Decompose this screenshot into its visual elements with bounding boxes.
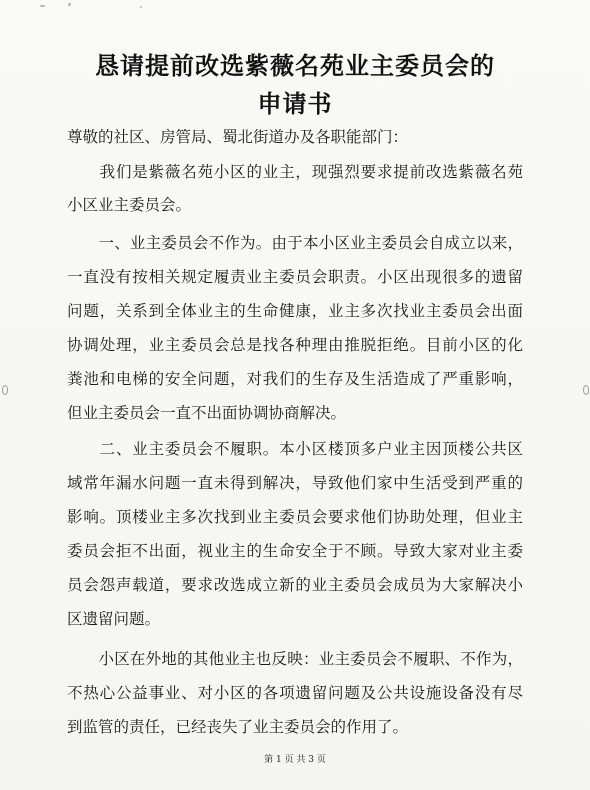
binding-hole-mark bbox=[2, 385, 8, 395]
body-line: 小区业主委员会。 bbox=[67, 196, 192, 214]
document-title-line-1: 恳请提前改选紫薇名苑业主委员会的 bbox=[95, 52, 495, 80]
body-line: 协调处理，业主委员会总是找各种理由推脱拒绝。目前小区的化 bbox=[67, 336, 523, 354]
salutation: 尊敬的社区、房管局、蜀北街道办及各职能部门： bbox=[67, 128, 409, 146]
body-line: 不热心公益事业、对小区的各项遗留问题及公共设施设备没有尽 bbox=[67, 684, 523, 702]
scan-speck bbox=[140, 6, 142, 8]
document-title-line-2: 申请书 bbox=[257, 90, 333, 118]
body-line: 区遗留问题。 bbox=[67, 610, 161, 628]
body-line: 一、业主委员会不作为。由于本小区业主委员会自成立以来， bbox=[67, 234, 523, 252]
body-line: 域常年漏水问题一直未得到解决，导致他们家中生活受到严重的 bbox=[67, 474, 523, 492]
scan-speck bbox=[68, 3, 71, 6]
scan-speck bbox=[40, 5, 45, 7]
body-line: 粪池和电梯的安全问题，对我们的生存及生活造成了严重影响， bbox=[67, 370, 523, 388]
body-line: 问题，关系到全体业主的生命健康，业主多次找业主委员会出面 bbox=[67, 302, 523, 320]
page-footer: 第 1 页 共 3 页 bbox=[264, 755, 326, 765]
body-line: 影响。顶楼业主多次找到业主委员会要求他们协助处理，但业主 bbox=[67, 508, 523, 526]
body-line: 员会怨声载道，要求改选成立新的业主委员会成员为大家解决小 bbox=[67, 576, 523, 594]
body-line: 委员会拒不出面，视业主的生命安全于不顾。导致大家对业主委 bbox=[67, 542, 523, 560]
body-line: 到监管的责任，已经丧失了业主委员会的作用了。 bbox=[67, 718, 409, 736]
body-line: 二、业主委员会不履职。本小区楼顶多户业主因顶楼公共区 bbox=[67, 440, 523, 458]
body-line: 我们是紫薇名苑小区的业主，现强烈要求提前改选紫薇名苑 bbox=[67, 163, 523, 181]
body-line: 一直没有按相关规定履责业主委员会职责。小区出现很多的遗留 bbox=[67, 268, 523, 286]
body-line: 小区在外地的其他业主也反映：业主委员会不履职、不作为， bbox=[67, 650, 523, 668]
body-line: 但业主委员会一直不出面协调协商解决。 bbox=[67, 404, 347, 422]
binding-hole-mark bbox=[583, 385, 589, 395]
